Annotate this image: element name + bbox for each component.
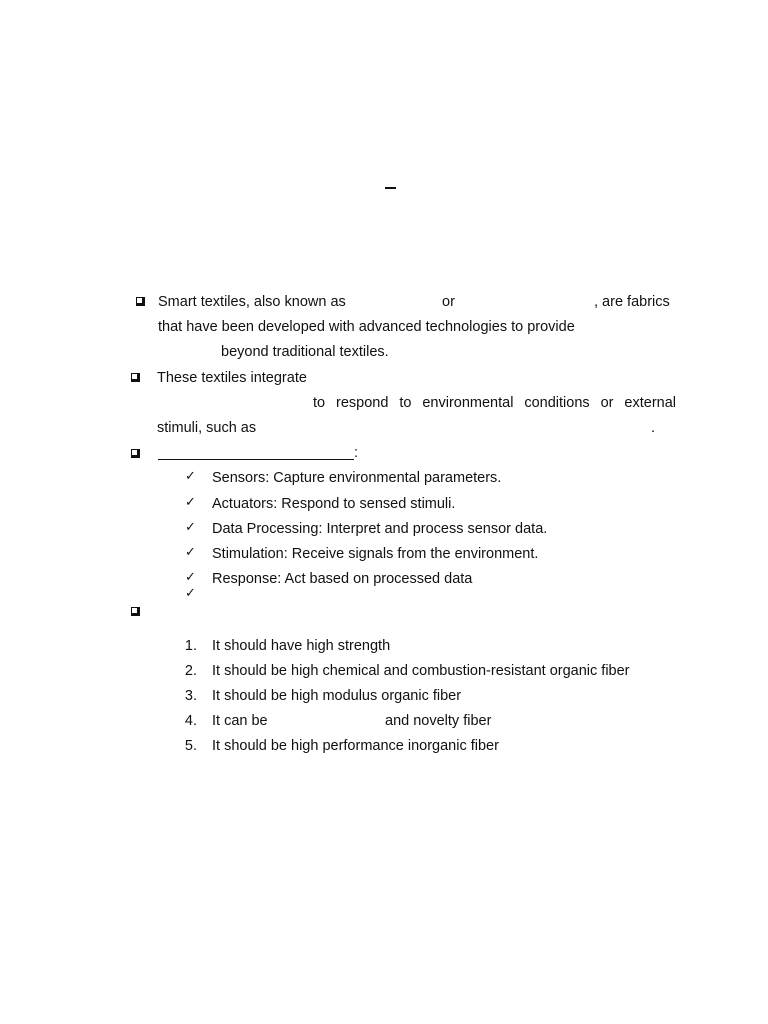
check-icon: ✓	[185, 495, 196, 510]
blank-heading-underline	[158, 459, 354, 460]
para2-word: or	[600, 395, 614, 411]
para1-line3: beyond traditional textiles.	[221, 344, 389, 360]
para1-line1-b: or	[442, 294, 455, 310]
requirement-item: It should be high chemical and combustion-resistant organic fiber	[212, 663, 630, 679]
para2-word: to	[313, 395, 326, 411]
para1-line1-c: , are fabrics	[594, 294, 670, 310]
square-bullet-icon	[131, 449, 140, 458]
list-number: 3.	[184, 688, 197, 704]
check-icon: ✓	[185, 545, 196, 560]
para2-line3-end: .	[651, 420, 656, 436]
para1-line1-a: Smart textiles, also known as	[158, 294, 346, 310]
check-icon: ✓	[185, 570, 196, 585]
components-colon: :	[354, 445, 359, 461]
check-icon: ✓	[185, 586, 196, 601]
list-number: 4.	[184, 713, 197, 729]
component-item: Stimulation: Receive signals from the environment.	[212, 546, 539, 562]
requirement-item-part-b: and novelty fiber	[385, 713, 492, 729]
para2-line3: stimuli, such as	[157, 420, 257, 436]
component-item: Response: Act based on processed data	[212, 571, 473, 587]
list-number: 2.	[184, 663, 197, 679]
para2-line2	[313, 394, 676, 412]
square-bullet-icon	[131, 607, 140, 616]
para2-word: environmental	[422, 395, 514, 411]
para2-word: to	[399, 395, 412, 411]
para2-word: external	[624, 395, 676, 411]
component-item: Sensors: Capture environmental parameters.	[212, 470, 502, 486]
square-bullet-icon	[136, 297, 145, 306]
para2-line1: These textiles integrate	[157, 370, 307, 386]
para1-line2: that have been developed with advanced technologies to provide	[158, 319, 575, 335]
check-icon: ✓	[185, 469, 196, 484]
requirement-item: It should have high strength	[212, 638, 391, 654]
para2-word: respond	[336, 395, 389, 411]
para2-word: conditions	[524, 395, 590, 411]
title-dash	[385, 187, 396, 189]
requirement-item: It should be high performance inorganic fiber	[212, 738, 499, 754]
list-number: 1.	[184, 638, 197, 654]
square-bullet-icon	[131, 373, 140, 382]
check-icon: ✓	[185, 520, 196, 535]
list-number: 5.	[184, 738, 197, 754]
requirement-item-part-a: It can be	[212, 713, 268, 729]
requirement-item: It should be high modulus organic fiber	[212, 688, 462, 704]
component-item: Actuators: Respond to sensed stimuli.	[212, 496, 456, 512]
component-item: Data Processing: Interpret and process sensor data.	[212, 521, 548, 537]
